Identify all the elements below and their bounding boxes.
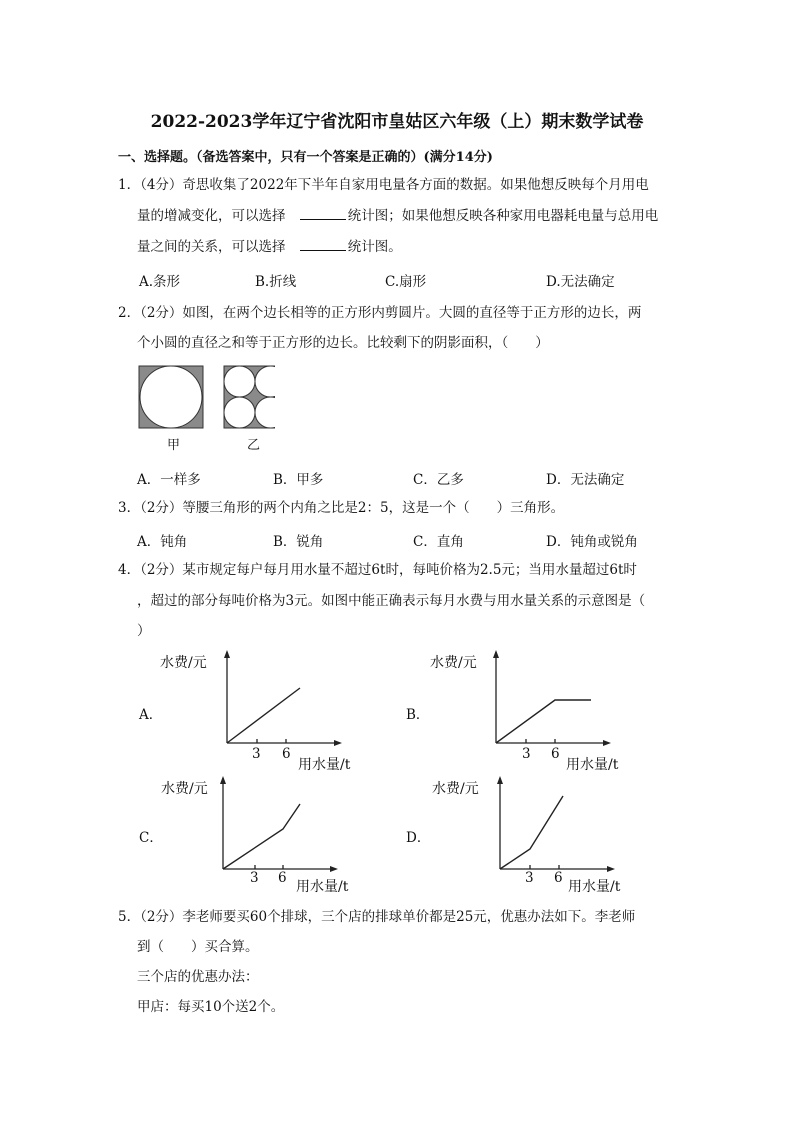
q2-option-a[interactable]: A．一样多 (137, 472, 201, 488)
q4-graph-b (491, 650, 611, 750)
q2-big-circle (140, 366, 202, 428)
q4-graph-d-tick-3: 3 (525, 870, 534, 886)
q1-line2 (137, 201, 658, 231)
q4-graph-b-ylabel: 水费/元 (430, 655, 477, 671)
q4-line1: 4．（2分）某市规定每户每月用水量不超过6t时，每吨价格为2.5元；当用水量超过6t时 (118, 562, 637, 578)
q3-option-d[interactable]: D．钝角或锐角 (546, 534, 638, 550)
q4-graph-a-line (227, 688, 300, 743)
q2-small-circle-1 (224, 366, 255, 397)
q3-option-b[interactable]: B．锐角 (273, 534, 324, 550)
q4-graph-b-line (496, 700, 591, 743)
q1-line3-part-b: 统计图。 (347, 239, 402, 255)
q1-line2-part-b: 统计图；如果他想反映各种家用电器耗电量与总用电 (347, 208, 659, 224)
q2-option-b[interactable]: B．甲多 (273, 472, 324, 488)
q4-graph-d-label[interactable]: D． (406, 830, 431, 846)
q4-graph-d-tick-6: 6 (554, 870, 563, 886)
q2-label-yi: 乙 (247, 438, 261, 453)
q5-line4: 甲店：每买10个送2个。 (137, 999, 285, 1015)
q1-blank-2 (300, 238, 346, 251)
q4-graph-b-tick-6: 6 (551, 746, 560, 762)
q4-graph-d-line (500, 796, 563, 869)
q1-option-a[interactable]: A.条形 (139, 274, 181, 290)
q2-option-d[interactable]: D．无法确定 (546, 472, 625, 488)
section-heading: 一、选择题。（备选答案中，只有一个答案是正确的）(满分14分) (118, 150, 493, 165)
q1-line3 (137, 232, 402, 262)
q4-graph-c-tick-6: 6 (278, 870, 287, 886)
q4-graph-c-ylabel: 水费/元 (161, 781, 208, 797)
q3-option-a[interactable]: A．钝角 (137, 534, 188, 550)
q4-graph-c-line (223, 804, 300, 869)
q4-graph-b-tick-3: 3 (522, 746, 531, 762)
q1-option-c[interactable]: C.扇形 (385, 274, 427, 290)
q3-line1: 3．（2分）等腰三角形的两个内角之比是2：5，这是一个（ ）三角形。 (118, 500, 565, 516)
page-title: 2022-2023学年辽宁省沈阳市皇姑区六年级（上）期末数学试卷 (150, 112, 644, 132)
q4-graph-a-label[interactable]: A． (139, 707, 163, 723)
q4-graph-a (222, 650, 342, 750)
q2-small-circle-3 (224, 397, 255, 428)
q3-option-c[interactable]: C．直角 (413, 534, 464, 550)
q4-graph-a-ylabel: 水费/元 (160, 655, 207, 671)
q2-square-yi (224, 366, 275, 428)
q1-blank-1 (300, 207, 346, 220)
q2-line1: 2．（2分）如图，在两个边长相等的正方形内剪圆片。大圆的直径等于正方形的边长，两 (118, 305, 642, 321)
q2-line2: 个小圆的直径之和等于正方形的边长。比较剩下的阴影面积，（ ） (137, 335, 549, 351)
q4-graph-a-tick-3: 3 (252, 746, 261, 762)
q1-option-d[interactable]: D.无法确定 (546, 274, 615, 290)
q5-line1: 5．（2分）李老师要买60个排球，三个店的排球单价都是25元，优惠办法如下。李老师 (118, 909, 636, 925)
q1-option-b[interactable]: B.折线 (255, 274, 297, 290)
q4-graph-c-xlabel: 用水量/t (296, 879, 349, 895)
q2-option-c[interactable]: C．乙多 (413, 472, 464, 488)
q4-graph-b-label[interactable]: B． (406, 707, 430, 723)
q4-graph-a-xlabel: 用水量/t (298, 757, 351, 773)
q5-line2: 到（ ）买合算。 (137, 939, 259, 955)
q4-line3: ） (137, 623, 151, 639)
q1-line1: 1．（4分）奇思收集了2022年下半年自家用电量各方面的数据。如果他想反映每个月用电 (118, 177, 649, 193)
q4-line2: ，超过的部分每吨价格为3元。如图中能正确表示每月水费与用水量关系的示意图是（ (137, 593, 646, 609)
q4-graph-d-ylabel: 水费/元 (432, 781, 479, 797)
q1-line3-part-a: 量之间的关系，可以选择 (137, 239, 286, 255)
q2-label-jia: 甲 (167, 438, 181, 453)
q4-graph-c-tick-3: 3 (250, 870, 259, 886)
q4-graph-c (218, 776, 338, 876)
q4-graph-d-xlabel: 用水量/t (568, 879, 621, 895)
q4-graph-a-tick-6: 6 (282, 746, 291, 762)
q4-graph-d (495, 776, 615, 876)
q4-graph-b-xlabel: 用水量/t (566, 757, 619, 773)
q1-line2-part-a: 量的增减变化，可以选择 (137, 208, 286, 224)
q5-line3: 三个店的优惠办法： (137, 969, 259, 985)
q2-square-jia (139, 366, 203, 428)
q4-graph-c-label[interactable]: C． (139, 830, 163, 846)
